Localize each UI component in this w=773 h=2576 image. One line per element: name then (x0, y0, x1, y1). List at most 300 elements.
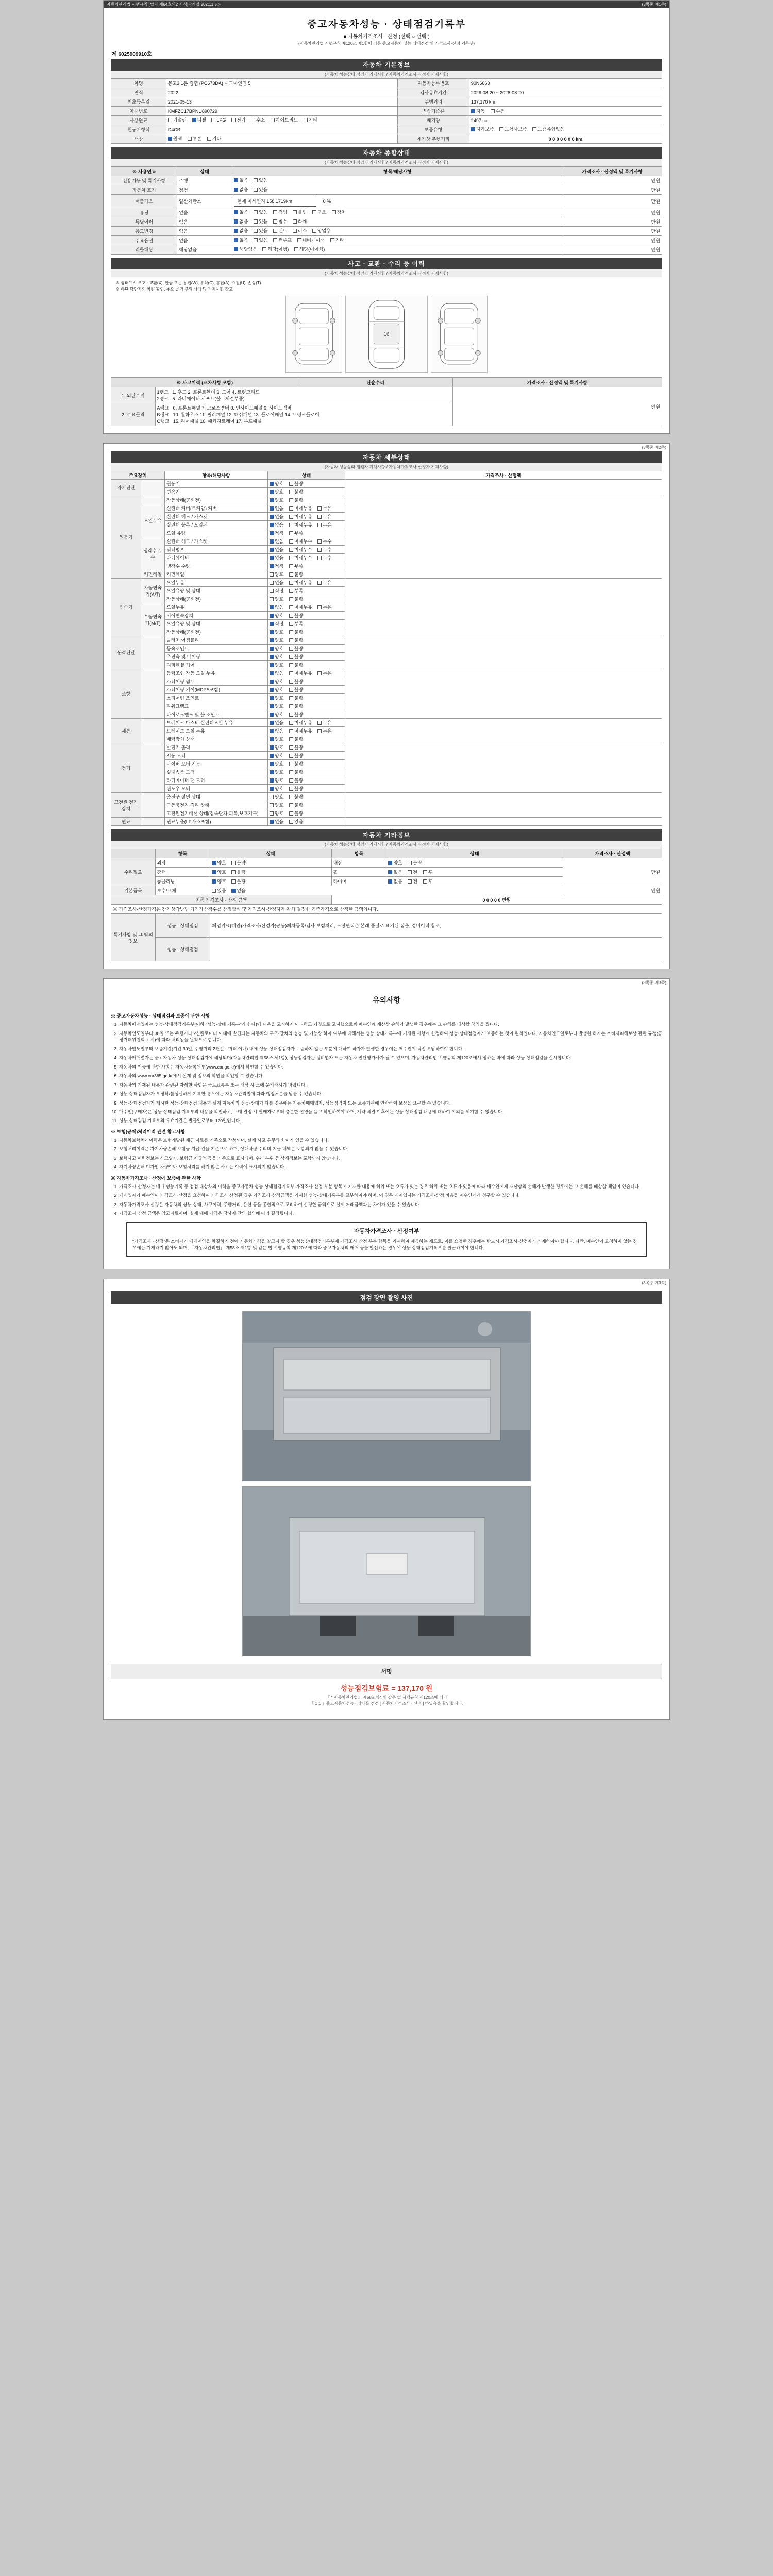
detail-opt: 불량 (294, 572, 304, 578)
checkbox-mt-oil-low[interactable] (289, 622, 293, 626)
checkbox-at-oil-ok[interactable] (270, 589, 274, 593)
detail-chk-1-1-2[interactable] (268, 521, 345, 529)
detail-opt: 양호 (275, 737, 284, 742)
detail-opt: 양호 (275, 654, 284, 660)
other-ropts-1[interactable] (386, 868, 563, 877)
checkbox-special-yes[interactable] (254, 219, 258, 224)
checkbox-warranty-self[interactable] (471, 127, 475, 131)
detail-chk-3-2[interactable] (268, 653, 345, 661)
checkbox-wiper-ok[interactable] (270, 762, 274, 766)
detail-opt: 양호 (275, 630, 284, 635)
checkbox-polish-ok[interactable] (212, 870, 216, 874)
table-row (111, 793, 662, 801)
accident-subhdr-left: ※ 사고이력 (교차사항 포함) (111, 378, 298, 387)
basic-label-2b: 주행거리 (397, 97, 469, 107)
detail-item-7-2: 고전원전기배선 상태(접속단자,피복,보호기구) (165, 809, 268, 818)
checkbox-commonrail-ok[interactable] (270, 572, 274, 577)
detail-chk-1-1-1[interactable] (268, 513, 345, 521)
car-top-view-icon (346, 296, 427, 372)
checkbox-tuning-structure[interactable] (312, 210, 316, 214)
checkbox-exterior-bad[interactable] (231, 861, 236, 865)
checkbox-mt-leak-none[interactable] (270, 605, 274, 609)
checkbox-brakeoil-minor[interactable] (289, 729, 293, 733)
table-row (111, 195, 662, 208)
detail-sub-8 (141, 818, 165, 826)
checkbox-block-leak[interactable] (317, 523, 322, 527)
detail-opt: 누유 (323, 580, 332, 586)
usage-opt-2: 렌트 (278, 228, 288, 234)
detail-opt: 부족 (294, 564, 304, 569)
checkbox-warranty-none[interactable] (532, 127, 536, 131)
checkbox-radiatorfan-bad[interactable] (289, 778, 293, 783)
checkbox-special-fire[interactable] (293, 219, 297, 224)
checkbox-coolant-level-low[interactable] (289, 564, 293, 568)
detail-chk-1-2-3[interactable] (268, 562, 345, 570)
checkbox-color-twotone[interactable] (188, 137, 192, 141)
checkbox-block-none[interactable] (270, 523, 274, 527)
section-accident-note: (자동차 성능상태 점검자 기재사항 / 자동차가격조사·산정자 기재사항) (111, 269, 662, 277)
checkbox-overall-0-yes[interactable] (254, 178, 258, 182)
checkbox-engine-idle-bad[interactable] (289, 498, 293, 502)
overall-opts-1[interactable] (232, 185, 563, 195)
detail-chk-4-2[interactable] (268, 686, 345, 694)
checkbox-fuelleak-none[interactable] (270, 820, 274, 824)
checkbox-waterpump-minor[interactable] (289, 548, 293, 552)
checkbox-waterpump-none[interactable] (270, 548, 274, 552)
checkbox-mt-run-bad[interactable] (289, 630, 293, 634)
checkbox-usage-yes[interactable] (254, 229, 258, 233)
overall-hdr-0: ※ 사용연료 (111, 167, 177, 176)
detail-chk-1-1-3[interactable] (268, 529, 345, 537)
checkbox-overall-0-none[interactable] (234, 178, 238, 182)
checkbox-hv-wiring-bad[interactable] (289, 811, 293, 816)
checkbox-tuning-yes[interactable] (254, 210, 258, 214)
checkbox-at-leak-leak[interactable] (317, 581, 322, 585)
inspection-photo-2[interactable] (242, 1486, 531, 1656)
basic-label-3: 차대번호 (111, 107, 166, 116)
overall-cat-1: 자동차 표기 (111, 185, 177, 195)
checkbox-head-leak[interactable] (317, 515, 322, 519)
detail-chk-4-1[interactable] (268, 677, 345, 686)
checkbox-alternator-bad[interactable] (289, 745, 293, 750)
car-diagram-area (115, 293, 658, 374)
detail-chk-4-4[interactable] (268, 702, 345, 710)
basic-fuel-opts[interactable] (166, 116, 397, 125)
checkbox-fuelleak-yes[interactable] (289, 820, 293, 824)
detail-sub-6 (141, 743, 165, 793)
tuning-opt-2: 적법 (278, 210, 288, 215)
checkbox-steer-leak-none[interactable] (270, 671, 274, 675)
basic-label-4b: 배기량 (397, 116, 469, 125)
checkbox-usage-rent[interactable] (273, 229, 277, 233)
fuel-opt-4: 수소 (256, 117, 265, 123)
checkbox-commonrail-bad[interactable] (289, 572, 293, 577)
detail-chk-1-0[interactable] (268, 496, 345, 504)
checkbox-starter-ok[interactable] (270, 754, 274, 758)
checkbox-wheel-rear[interactable] (423, 870, 427, 874)
detail-opt: 없음 (275, 506, 284, 512)
checkbox-windowmotor-ok[interactable] (270, 787, 274, 791)
detail-opt: 미세누유 (294, 514, 312, 520)
overall-cat-5: 용도변경 (111, 227, 177, 236)
detail-chk-8-0[interactable] (268, 818, 345, 826)
detail-chk-7-0[interactable] (268, 793, 345, 801)
other-bottom-cat: 기본품목 (111, 886, 156, 895)
checkbox-cleaning-bad[interactable] (231, 879, 236, 884)
detail-chk-5-0[interactable] (268, 719, 345, 727)
other-opt: 양호 (217, 870, 226, 875)
checkbox-mt-gear-ok[interactable] (270, 614, 274, 618)
other-unit-1: 만원 (651, 888, 660, 894)
detail-chk-1-2-0[interactable] (268, 537, 345, 546)
special-text: 폐업위료(페인)가격조사/산정자(공동)폐차등록/검사 보험처리, 도장면적은 본래 품질로 표기된 점을, 정비이력 참조, (210, 914, 662, 938)
detail-sub-4 (141, 669, 165, 719)
detail-item-1-2-0: 실린더 헤드 / 가스켓 (165, 537, 268, 546)
detail-opt: 없음 (275, 547, 284, 553)
checkbox-battery-isolation-ok[interactable] (270, 803, 274, 807)
overall-cat-3: 튜닝 (111, 208, 177, 217)
detail-chk-5-1[interactable] (268, 727, 345, 735)
detail-cat-0: 자기진단 (111, 480, 141, 496)
detail-chk-6-0[interactable] (268, 743, 345, 752)
detail-chk-3-3[interactable] (268, 661, 345, 669)
checkbox-option-none[interactable] (234, 238, 238, 242)
checkbox-head-none[interactable] (270, 515, 274, 519)
checkbox-selfdiag-engine-bad[interactable] (289, 482, 293, 486)
checkbox-mt-gear-bad[interactable] (289, 614, 293, 618)
checkbox-oil-level-ok[interactable] (270, 531, 274, 535)
total-note: ※ 가격조사·산정가격은 감가상각방법 가격가산점수를 산정방식 및 가격조사·산정자가 자체 결정한 기준가격으로 산정한 금액입니다. (111, 905, 662, 914)
detail-chk-2-1-2[interactable] (268, 620, 345, 628)
checkbox-special-none[interactable] (234, 219, 238, 224)
checkbox-steerpump-bad[interactable] (289, 680, 293, 684)
overall-opt-0-1: 있음 (259, 178, 268, 183)
detail-chk-2-1-1[interactable] (268, 612, 345, 620)
inspection-photo-1[interactable] (242, 1311, 531, 1481)
detail-chk-2-0-2[interactable] (268, 595, 345, 603)
checkbox-brakemaster-leak[interactable] (317, 721, 322, 725)
checkbox-steerjoint-ok[interactable] (270, 696, 274, 700)
detail-chk-6-3[interactable] (268, 768, 345, 776)
basic-trans-opts[interactable] (469, 107, 662, 116)
checkbox-engine-idle-ok[interactable] (270, 498, 274, 502)
checkbox-overall-1-yes[interactable] (254, 188, 258, 192)
checkbox-radiator-minor[interactable] (289, 556, 293, 560)
checkbox-recall-na[interactable] (234, 247, 238, 251)
checkbox-basic-yes[interactable] (212, 889, 216, 893)
checkbox-cleaning-ok[interactable] (212, 879, 216, 884)
checkbox-waterpump-leak[interactable] (317, 548, 322, 552)
detail-cat-7: 고전원 전기장치 (111, 793, 141, 818)
option-opt-1: 있음 (259, 238, 268, 243)
checkbox-wheel-none[interactable] (388, 870, 392, 874)
checkbox-brakemaster-none[interactable] (270, 721, 274, 725)
fuel-opt-5: 하이브리드 (275, 117, 298, 123)
checkbox-at-run-ok[interactable] (270, 597, 274, 601)
checkbox-option-sunroof[interactable] (273, 238, 277, 242)
document-subtitle: ■ 자동차가격조사 · 산정 (선택 ○ 선택 ) (343, 34, 430, 40)
checkbox-color-solid[interactable] (168, 137, 172, 141)
checkbox-option-navigation[interactable] (297, 238, 301, 242)
checkbox-polish-bad[interactable] (231, 870, 236, 874)
checkbox-chargeport-bad[interactable] (289, 795, 293, 799)
overall-opts-0[interactable] (232, 176, 563, 185)
rank-row (157, 395, 451, 402)
detail-chk-4-5[interactable] (268, 710, 345, 719)
checkbox-usage-lease[interactable] (293, 229, 297, 233)
other-hdr-2: 항목 (331, 849, 386, 858)
trans-opt-1: 수동 (495, 109, 505, 114)
detail-opt: 양호 (275, 489, 284, 495)
detail-sub-0 (141, 480, 165, 496)
document-title-block (111, 13, 662, 47)
checkbox-exterior-ok[interactable] (212, 861, 216, 865)
checkbox-radiator-none[interactable] (270, 556, 274, 560)
special-opt-2: 침수 (278, 219, 288, 225)
checkbox-selfdiag-trans-bad[interactable] (289, 490, 293, 494)
checkbox-diff-ok[interactable] (270, 663, 274, 667)
checkbox-cvjoint-bad[interactable] (289, 647, 293, 651)
detail-chk-1-1-0[interactable] (268, 504, 345, 513)
checkbox-fuel-diesel[interactable] (192, 118, 196, 122)
checkbox-starter-bad[interactable] (289, 754, 293, 758)
other-lopts-2[interactable] (210, 877, 331, 886)
section-basic-title: 자동차 기본정보 (111, 59, 662, 71)
checkbox-mt-oil-ok[interactable] (270, 622, 274, 626)
checkbox-rocker-leak[interactable] (317, 506, 322, 511)
checkbox-selfdiag-engine-ok[interactable] (270, 482, 274, 486)
detail-sub-1-0 (141, 496, 165, 504)
checkbox-option-other[interactable] (330, 238, 334, 242)
checkbox-cvjoint-ok[interactable] (270, 647, 274, 651)
checkbox-usage-business[interactable] (312, 229, 316, 233)
overall-opts-5[interactable] (232, 227, 563, 236)
detail-chk-6-2[interactable] (268, 760, 345, 768)
checkbox-tierod-ok[interactable] (270, 713, 274, 717)
checkbox-option-yes[interactable] (254, 238, 258, 242)
basic-value-0: 봉고3 1톤 킹캡 (PC673DA) 시그마엔진 5 (166, 79, 397, 88)
price-label: 성능점검보험료 (340, 1684, 390, 1692)
checkbox-tierod-bad[interactable] (289, 713, 293, 717)
checkbox-overall-1-none[interactable] (234, 188, 238, 192)
other-hdr-1: 상태 (210, 849, 331, 858)
checkbox-warranty-insurer[interactable] (499, 127, 503, 131)
detail-chk-1-3-0[interactable] (268, 570, 345, 579)
basic-label-0b: 자동차등록번호 (397, 79, 469, 88)
checkbox-tire-none[interactable] (388, 879, 392, 884)
other-opt: 전 (413, 879, 418, 885)
checkbox-clutch-bad[interactable] (289, 638, 293, 642)
detail-chk-6-1[interactable] (268, 752, 345, 760)
checkbox-wiper-bad[interactable] (289, 762, 293, 766)
checkbox-wheel-front[interactable] (408, 870, 412, 874)
checkbox-steerjoint-bad[interactable] (289, 696, 293, 700)
detail-note-7 (345, 793, 662, 818)
list-item: 11. 성능·상태점검 기록부의 유효기간은 발급일로부터 120일입니다. (119, 1117, 662, 1124)
checkbox-mt-run-ok[interactable] (270, 630, 274, 634)
other-lopts-1[interactable] (210, 868, 331, 877)
notice-section-2: ※ 보험(공제)처리이력 관련 참고사항 (111, 1129, 186, 1134)
overall-table (111, 166, 662, 255)
checkbox-interior-bad[interactable] (408, 861, 412, 865)
checkbox-fuel-hybrid[interactable] (271, 118, 275, 122)
list-item: 5. 자동차의 이중에 관한 사항은 자동차등록원부(www.car.go.kr)에서 확인할 수 있습니다. (119, 1064, 662, 1070)
checkbox-steergear-ok[interactable] (270, 688, 274, 692)
detail-opt: 양호 (275, 803, 284, 808)
checkbox-usage-none[interactable] (234, 229, 238, 233)
other-hdr-3: 상태 (386, 849, 563, 858)
checkbox-head-minor[interactable] (289, 515, 293, 519)
checkbox-basic-no[interactable] (231, 889, 236, 893)
detail-chk-2-0-0[interactable] (268, 579, 345, 587)
checkbox-at-leak-minor[interactable] (289, 581, 293, 585)
overall-opts-4[interactable] (232, 217, 563, 227)
detail-opt: 누유 (323, 605, 332, 611)
checkbox-color-other[interactable] (207, 137, 211, 141)
checkbox-coolant-head-none[interactable] (270, 539, 274, 544)
page-number-1: (3쪽중 제1쪽) (642, 2, 666, 7)
checkbox-recall-done[interactable] (262, 247, 266, 251)
detail-chk-2-1-3[interactable] (268, 628, 345, 636)
checkbox-steer-leak-minor[interactable] (289, 671, 293, 675)
detail-chk-5-2[interactable] (268, 735, 345, 743)
checkbox-tire-front[interactable] (408, 879, 412, 884)
checkbox-at-oil-low[interactable] (289, 589, 293, 593)
total-label: 최종 가격조사 · 산정 금액 (111, 895, 332, 905)
detail-chk-3-0[interactable] (268, 636, 345, 645)
checkbox-coolant-level-ok[interactable] (270, 564, 274, 568)
checkbox-mt-leak-leak[interactable] (317, 605, 322, 609)
checkbox-steer-leak-leak[interactable] (317, 671, 322, 675)
detail-opt: 양호 (275, 770, 284, 775)
checkbox-at-leak-none[interactable] (270, 581, 274, 585)
checkbox-fuel-hydrogen[interactable] (251, 118, 255, 122)
checkbox-battery-isolation-bad[interactable] (289, 803, 293, 807)
overall-opts-7[interactable] (232, 245, 563, 255)
list-item: 2. 보험처리이력은 자기차량손해 보험금 지급 건을 기준으로 하며, 상대차량 수리비 지급 내역은 포함되지 않을 수 있습니다. (119, 1146, 662, 1152)
detail-opt: 없음 (275, 671, 284, 676)
checkbox-propshaft-bad[interactable] (289, 655, 293, 659)
other-lopts-0[interactable] (210, 858, 331, 868)
checkbox-tire-rear[interactable] (423, 879, 427, 884)
basic-label-6: 색상 (111, 134, 166, 144)
other-ropts-2[interactable] (386, 877, 563, 886)
table-row (111, 905, 662, 914)
checkbox-radiator-leak[interactable] (317, 556, 322, 560)
detail-chk-0-0[interactable] (268, 480, 345, 488)
detail-chk-1-2-2[interactable] (268, 554, 345, 562)
checkbox-brakemaster-minor[interactable] (289, 721, 293, 725)
detail-chk-1-2-1[interactable] (268, 546, 345, 554)
checkbox-blower-bad[interactable] (289, 770, 293, 774)
checkbox-coolant-head-leak[interactable] (317, 539, 322, 544)
other-ropts-0[interactable] (386, 858, 563, 868)
fuel-opt-1: 디젤 (197, 117, 206, 123)
detail-chk-6-5[interactable] (268, 785, 345, 793)
checkbox-steerpump-ok[interactable] (270, 680, 274, 684)
checkbox-coolant-head-minor[interactable] (289, 539, 293, 544)
rank-text-3: 10. 휠하우스 11. 필러패널 12. 대쉬패널 13. 플로어패널 14. 트렁크플로어 (173, 412, 320, 418)
checkbox-tuning-illegal[interactable] (293, 210, 297, 214)
detail-sub-1-2: 냉각수 누수 (141, 537, 165, 570)
checkbox-propshaft-ok[interactable] (270, 655, 274, 659)
detail-chk-4-0[interactable] (268, 669, 345, 677)
basic-warranty-opts[interactable] (469, 125, 662, 134)
detail-opt: 누수 (323, 539, 332, 545)
detail-item-2-1-2: 오일유량 및 상태 (165, 620, 268, 628)
detail-item-1-2-3: 냉각수 수량 (165, 562, 268, 570)
basic-color-opts[interactable] (166, 134, 397, 144)
table-row (111, 217, 662, 227)
checkbox-selfdiag-trans-ok[interactable] (270, 490, 274, 494)
checkbox-trans-auto[interactable] (471, 109, 475, 113)
checkbox-diff-bad[interactable] (289, 663, 293, 667)
checkbox-block-minor[interactable] (289, 523, 293, 527)
other-bottom-opts[interactable] (210, 886, 563, 895)
checkbox-hv-wiring-ok[interactable] (270, 811, 274, 816)
checkbox-brakeoil-leak[interactable] (317, 729, 322, 733)
checkbox-trans-manual[interactable] (491, 109, 495, 113)
overall-opts-6[interactable] (232, 236, 563, 245)
detail-chk-7-1[interactable] (268, 801, 345, 809)
table-row (111, 116, 662, 125)
detail-opt: 양호 (275, 638, 284, 643)
checkbox-alternator-ok[interactable] (270, 745, 274, 750)
checkbox-booster-ok[interactable] (270, 737, 274, 741)
checkbox-fuel-other[interactable] (304, 118, 308, 122)
checkbox-radiatorfan-ok[interactable] (270, 778, 274, 783)
checkbox-tuning-device[interactable] (332, 210, 336, 214)
checkbox-fuel-gasoline[interactable] (168, 118, 172, 122)
detail-cat-5: 제동 (111, 719, 141, 743)
checkbox-rocker-none[interactable] (270, 506, 274, 511)
detail-chk-4-3[interactable] (268, 694, 345, 702)
checkbox-rocker-minor[interactable] (289, 506, 293, 511)
checkbox-mt-leak-minor[interactable] (289, 605, 293, 609)
detail-opt: 불량 (294, 646, 304, 652)
checkbox-fuel-lpg[interactable] (211, 118, 215, 122)
checkbox-recall-pending[interactable] (294, 247, 298, 251)
detail-item-3-1: 등속조인트 (165, 645, 268, 653)
detail-chk-7-2[interactable] (268, 809, 345, 818)
checkbox-interior-ok[interactable] (388, 861, 392, 865)
checkbox-at-run-bad[interactable] (289, 597, 293, 601)
checkbox-brakeoil-none[interactable] (270, 729, 274, 733)
checkbox-oil-level-low[interactable] (289, 531, 293, 535)
checkbox-tuning-none[interactable] (234, 210, 238, 214)
rank-text-2: 6. 프론트패널 7. 크로스멤버 8. 인사이드패널 9. 사이드멤버 (173, 405, 292, 411)
detail-opt: 누유 (323, 728, 332, 734)
detail-chk-2-0-1[interactable] (268, 587, 345, 595)
checkbox-powercrank-ok[interactable] (270, 704, 274, 708)
detail-chk-0-1[interactable] (268, 488, 345, 496)
checkbox-booster-bad[interactable] (289, 737, 293, 741)
other-l-0: 외장 (155, 858, 210, 868)
checkbox-special-flood[interactable] (273, 219, 277, 224)
detail-chk-2-1-0[interactable] (268, 603, 345, 612)
checkbox-chargeport-ok[interactable] (270, 795, 274, 799)
detail-chk-3-1[interactable] (268, 645, 345, 653)
checkbox-tuning-legal[interactable] (273, 210, 277, 214)
checkbox-powercrank-bad[interactable] (289, 704, 293, 708)
checkbox-steergear-bad[interactable] (289, 688, 293, 692)
checkbox-windowmotor-bad[interactable] (289, 787, 293, 791)
checkbox-blower-ok[interactable] (270, 770, 274, 774)
detail-chk-6-4[interactable] (268, 776, 345, 785)
checkbox-clutch-ok[interactable] (270, 638, 274, 642)
overall-opts-3[interactable] (232, 208, 563, 217)
checkbox-fuel-electric[interactable] (231, 118, 236, 122)
